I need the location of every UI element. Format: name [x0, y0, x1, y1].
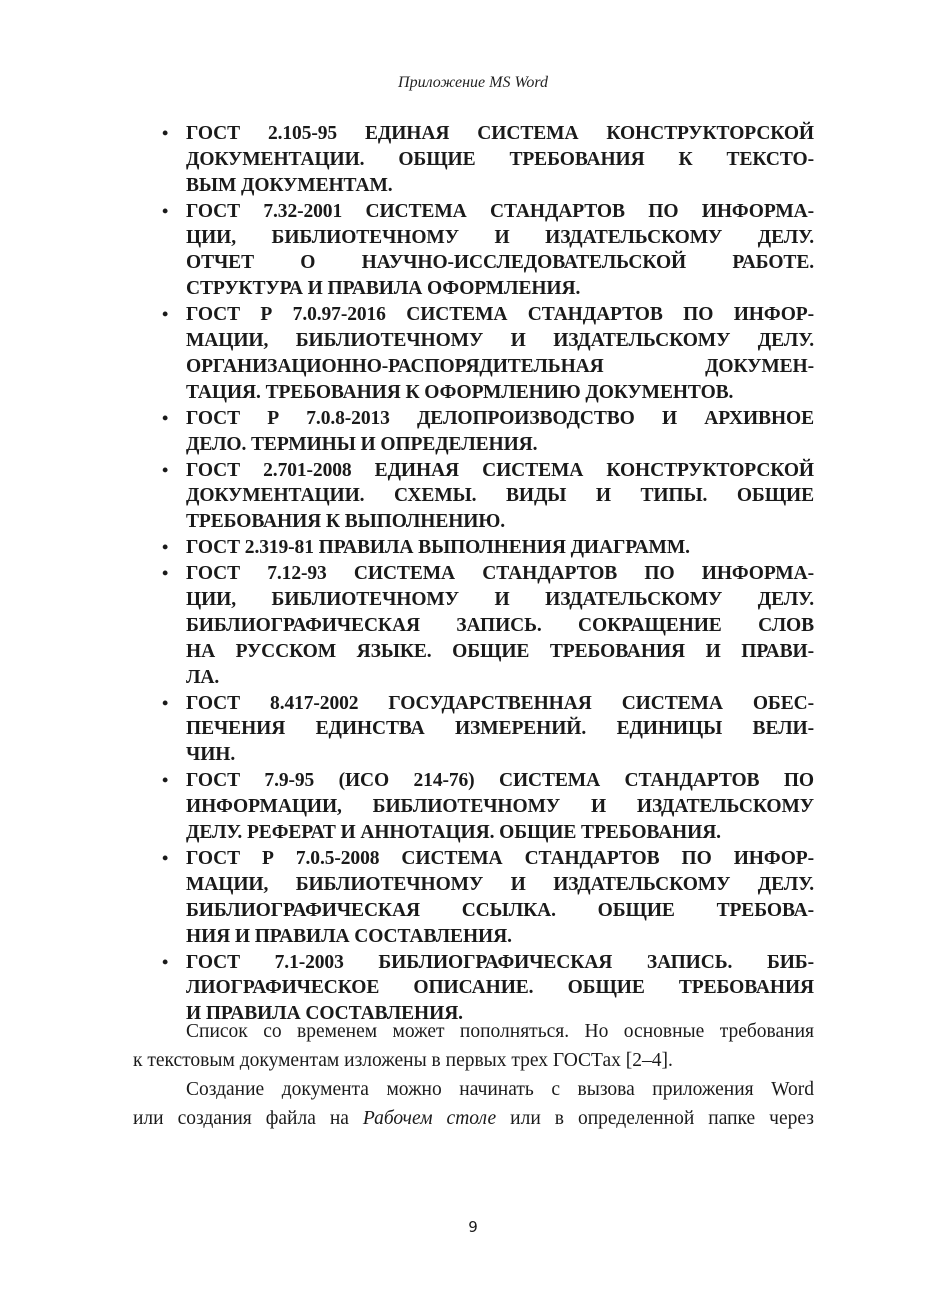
list-item-line: ТРЕБОВАНИЯ К ВЫПОЛНЕНИЮ.: [186, 511, 506, 533]
list-item-line: СТРУКТУРА И ПРАВИЛА ОФОРМЛЕНИЯ.: [186, 278, 581, 300]
list-item-line: ДОКУМЕНТАЦИИ. СХЕМЫ. ВИДЫ И ТИПЫ. ОБЩИЕ: [186, 485, 814, 507]
list-item-line: МАЦИИ, БИБЛИОТЕЧНОМУ И ИЗДАТЕЛЬСКОМУ ДЕЛУ.: [186, 873, 814, 895]
list-item-line: ПЕЧЕНИЯ ЕДИНСТВА ИЗМЕРЕНИЙ. ЕДИНИЦЫ ВЕЛИ-: [186, 718, 814, 740]
bullet-icon: •: [162, 770, 169, 791]
paragraph-1-line-2: к текстовым документам изложены в первых трех ГОСТах [2–4].: [133, 1050, 673, 1071]
list-item-line: ЛИОГРАФИЧЕСКОЕ ОПИСАНИЕ. ОБЩИЕ ТРЕБОВАНИЯ: [186, 977, 814, 999]
bullet-icon: •: [162, 847, 169, 868]
bullet-icon: •: [162, 123, 169, 143]
list-item-line: ТАЦИЯ. ТРЕБОВАНИЯ К ОФОРМЛЕНИЮ ДОКУМЕНТОВ.: [186, 381, 734, 403]
list-item-line: ГОСТ 2.701-2008 ЕДИНАЯ СИСТЕМА КОНСТРУКТОРСКОЙ: [186, 459, 814, 481]
text-segment: или в определенной папке через: [496, 1108, 814, 1129]
list-item: [162, 302, 814, 406]
list-item-line: ЛА.: [186, 666, 220, 688]
bullet-icon: •: [162, 537, 169, 558]
list-item-line: МАЦИИ, БИБЛИОТЕЧНОМУ И ИЗДАТЕЛЬСКОМУ ДЕЛУ.: [186, 330, 814, 352]
list-item-line: ГОСТ Р 7.0.8-2013 ДЕЛОПРОИЗВОДСТВО И АРХИВНОЕ: [186, 407, 814, 429]
list-item-line: ГОСТ 2.105-95 ЕДИНАЯ СИСТЕМА КОНСТРУКТОРСКОЙ: [186, 123, 814, 144]
bullet-icon: •: [162, 563, 169, 584]
list-item-line: БИБЛИОГРАФИЧЕСКАЯ ССЫЛКА. ОБЩИЕ ТРЕБОВА-: [186, 899, 814, 921]
list-item: [162, 199, 814, 303]
body-text: [133, 1017, 814, 1133]
list-item-line: ГОСТ 7.32-2001 СИСТЕМА СТАНДАРТОВ ПО ИНФОРМА-: [186, 200, 814, 222]
page-number: 9: [468, 1218, 478, 1236]
gost-list: [162, 121, 814, 1027]
bullet-icon: •: [162, 692, 169, 713]
list-item: [162, 406, 814, 458]
list-item-line: ЧИН.: [186, 744, 236, 766]
list-item: [162, 950, 814, 1028]
list-item-line: ГОСТ Р 7.0.97-2016 СИСТЕМА СТАНДАРТОВ ПО ИНФОР-: [186, 304, 814, 326]
italic-term: Рабочем столе: [362, 1108, 497, 1129]
list-item-line: И ПРАВИЛА СОСТАВЛЕНИЯ.: [186, 1003, 463, 1025]
list-item-line: ГОСТ 2.319-81 ПРАВИЛА ВЫПОЛНЕНИЯ ДИАГРАММ.: [186, 537, 690, 559]
paragraph-1-line-1: Список со временем может пополняться. Но основные требования: [186, 1021, 814, 1042]
list-item-line: ОРГАНИЗАЦИОННО-РАСПОРЯДИТЕЛЬНАЯ ДОКУМЕН-: [186, 356, 814, 378]
list-item-line: ДЕЛУ. РЕФЕРАТ И АННОТАЦИЯ. ОБЩИЕ ТРЕБОВАНИЯ.: [186, 822, 721, 844]
text-segment: или создания файла на: [133, 1108, 363, 1129]
bullet-icon: •: [162, 200, 169, 221]
list-item: [162, 535, 814, 561]
list-item: [162, 121, 814, 199]
list-item-line: ГОСТ 7.9-95 (ИСО 214-76) СИСТЕМА СТАНДАРТОВ ПО: [186, 770, 814, 792]
bullet-icon: •: [162, 951, 169, 972]
paragraph-2-line-1: Создание документа можно начинать с вызова приложения Word: [186, 1079, 814, 1100]
bullet-icon: •: [162, 407, 169, 428]
list-item-line: НИЯ И ПРАВИЛА СОСТАВЛЕНИЯ.: [186, 925, 512, 947]
list-item-line: ВЫМ ДОКУМЕНТАМ.: [186, 174, 393, 196]
list-item-line: ДОКУМЕНТАЦИИ. ОБЩИЕ ТРЕБОВАНИЯ К ТЕКСТО-: [186, 148, 814, 170]
list-item-line: ИНФОРМАЦИИ, БИБЛИОТЕЧНОМУ И ИЗДАТЕЛЬСКОМУ: [186, 796, 814, 818]
list-item: [162, 846, 814, 950]
list-item-line: ГОСТ 8.417-2002 ГОСУДАРСТВЕННАЯ СИСТЕМА ОБЕС-: [186, 692, 814, 714]
list-item: [162, 691, 814, 769]
bullet-icon: •: [162, 304, 169, 325]
list-item-line: ЦИИ, БИБЛИОТЕЧНОМУ И ИЗДАТЕЛЬСКОМУ ДЕЛУ.: [186, 226, 814, 248]
list-item-line: ДЕЛО. ТЕРМИНЫ И ОПРЕДЕЛЕНИЯ.: [186, 433, 538, 455]
list-item: [162, 768, 814, 846]
list-item-line: НА РУССКОМ ЯЗЫКЕ. ОБЩИЕ ТРЕБОВАНИЯ И ПРАВИ-: [186, 640, 814, 662]
list-item-line: ЦИИ, БИБЛИОТЕЧНОМУ И ИЗДАТЕЛЬСКОМУ ДЕЛУ.: [186, 589, 814, 611]
list-item-line: ГОСТ Р 7.0.5-2008 СИСТЕМА СТАНДАРТОВ ПО ИНФОР-: [186, 847, 814, 869]
paragraph-2-line-2: [133, 1104, 814, 1133]
list-item: [162, 458, 814, 536]
running-header: Приложение MS Word: [398, 74, 548, 91]
list-item-line: ГОСТ 7.12-93 СИСТЕМА СТАНДАРТОВ ПО ИНФОРМА-: [186, 563, 814, 585]
list-item: [162, 561, 814, 690]
bullet-icon: •: [162, 459, 169, 480]
list-item-line: БИБЛИОГРАФИЧЕСКАЯ ЗАПИСЬ. СОКРАЩЕНИЕ СЛОВ: [186, 614, 814, 636]
list-item-line: ГОСТ 7.1-2003 БИБЛИОГРАФИЧЕСКАЯ ЗАПИСЬ. БИБ-: [186, 951, 814, 973]
list-item-line: ОТЧЕТ О НАУЧНО-ИССЛЕДОВАТЕЛЬСКОЙ РАБОТЕ.: [186, 252, 814, 274]
